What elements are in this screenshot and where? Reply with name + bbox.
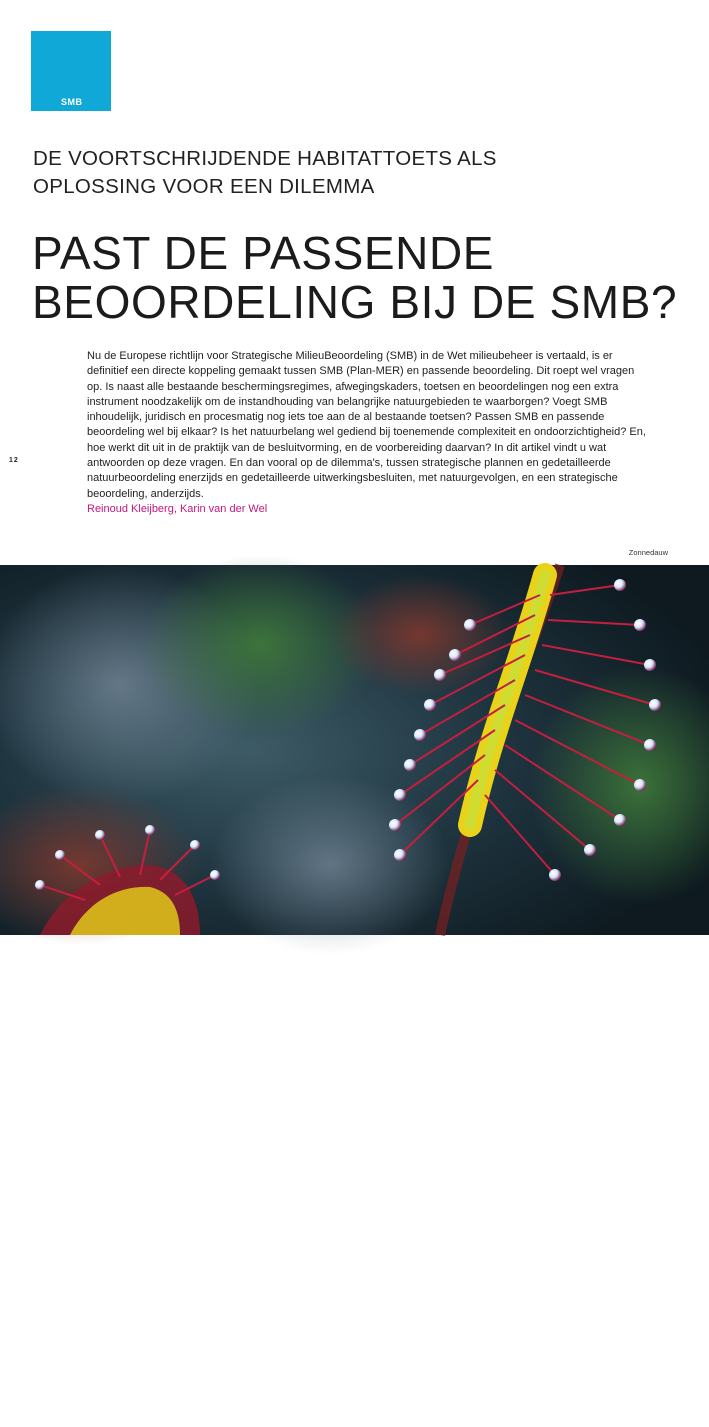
photo-caption: Zonnedauw <box>628 548 668 557</box>
intro-block <box>87 349 647 517</box>
section-tag <box>31 31 111 111</box>
article-subtitle: DE VOORTSCHRIJDENDE HABITATTOETS ALS OPLOSSING VOOR EEN DILEMMA <box>33 147 497 198</box>
article-title: PAST DE PASSENDE BEOORDELING BIJ DE SMB? <box>32 227 678 328</box>
section-tag-label: SMB <box>61 97 83 107</box>
journal-reference: TOETS 04 06 <box>5 1150 17 1178</box>
sundew-photo <box>0 565 709 1427</box>
page-number: 12 <box>9 457 19 464</box>
intro-text: Nu de Europese richtlijn voor Strategische MilieuBeoordeling (SMB) in de Wet milieubeheer is vertaald, is er definitief een directe koppeling gemaakt tussen SMB (Plan-MER) en passende beoordeling. Dit roept wel vragen op. Is naast alle bestaande beschermingsregimes, afwegingskaders, toetsen en beoordelingen nog een extra instrument noodzakelijk om de instandhouding van belangrijke natuurgebieden te waarborgen? Voegt SMB inhoudelijk, juridisch en procesmatig nog iets toe aan de al bestaande toetsen? Passen SMB en passende beoordeling wel bij elkaar? Is het natuurbelang wel gediend bij toenemende complexiteit en ondoorzichtigheid? En, hoe werkt dit uit in de praktijk van de besluitvorming, en de voorbereiding daarvan? In dit artikel vindt u wat antwoorden op deze vragen. En dan vooral op de dilemma's, tussen strategische plannen en gedetailleerde natuurbeoordeling enerzijds en gedetailleerde uitwerkingsbesluiten, met natuurgevolgen, en een strategische beoordeling, anderzijds. <box>87 350 646 500</box>
authors: Reinoud Kleijberg, Karin van der Wel <box>87 502 268 515</box>
photo-credit: FOTO ARCADIS <box>5 1390 17 1427</box>
